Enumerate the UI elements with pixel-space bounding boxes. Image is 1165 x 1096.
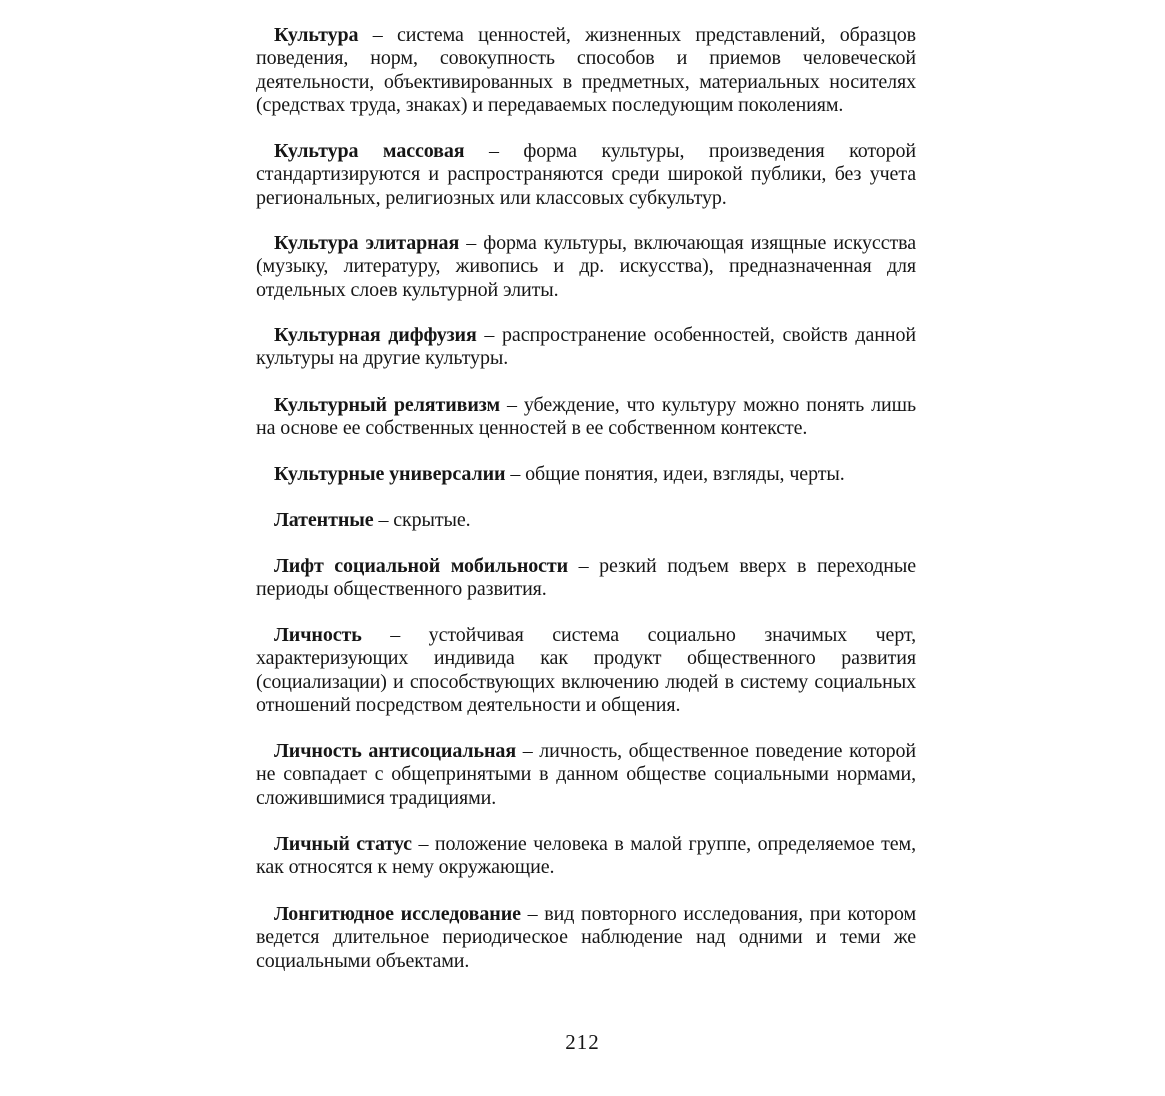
glossary-entry: [256, 24, 916, 117]
entry-definition: – убеждение, что культуру можно понять лишь на основе ее собственных ценностей в ее собственном контексте.: [256, 394, 916, 440]
entry-definition: – положение человека в малой группе, определяемое тем, как относятся к нему окружающие.: [256, 833, 916, 879]
entry-term: Личность антисоциальная: [274, 740, 517, 762]
entry-definition: – вид повторного исследования, при котором ведется длительное периодическое наблюдение над одними и теми же социальными объектами.: [256, 903, 916, 972]
glossary-entry: [256, 740, 916, 810]
glossary-entry: [256, 624, 916, 717]
entry-term: Культура массовая: [274, 140, 465, 162]
entry-definition: – резкий подъем вверх в переходные периоды общественного развития.: [256, 555, 916, 601]
entry-term: Культура элитарная: [274, 232, 460, 254]
entry-term: Культурный релятивизм: [274, 394, 500, 416]
glossary-entry: [256, 903, 916, 973]
entry-definition: – форма культуры, произведения которой стандартизируются и распространяются среди широкой публики, без учета региональных, религиозных или классовых субкультур.: [256, 140, 917, 209]
glossary-entry: [256, 833, 916, 880]
entry-term: Культурные универсалии: [274, 463, 506, 485]
entry-term: Культура: [274, 24, 359, 46]
glossary-entry: [256, 140, 916, 210]
glossary-entry: [256, 509, 916, 532]
entry-term: Личный статус: [274, 833, 412, 855]
entry-definition: – устойчивая система социально значимых черт, характеризующих индивида как продукт общественного развития (социализации) и способствующих включению людей в систему социальных отношений посредством деятельности и общения.: [256, 624, 916, 716]
entry-definition: – общие понятия, идеи, взгляды, черты.: [505, 463, 845, 485]
entry-term: Личность: [274, 624, 362, 646]
entry-definition: – система ценностей, жизненных представлений, образцов поведения, норм, совокупность способов и приемов человеческой деятельности, объективированных в предметных, материальных носителях (средствах труда, знаках) и передаваемых последующим поколениям.: [256, 24, 916, 116]
entry-term: Латентные: [274, 509, 374, 531]
entry-term: Лифт социальной мобильности: [274, 555, 569, 577]
page-number: 212: [565, 1030, 600, 1054]
entry-definition: – форма культуры, включающая изящные искусства (музыку, литературу, живопись и др. искусства), предназначенная для отдельных слоев культурной элиты.: [256, 232, 916, 301]
glossary-entry: [256, 324, 916, 371]
glossary-entry: [256, 232, 916, 302]
glossary-entry: [256, 394, 916, 441]
glossary-entry: [256, 555, 916, 602]
entry-definition: – личность, общественное поведение которой не совпадает с общепринятыми в данном обществе социальными нормами, сложившимися традициями.: [256, 740, 916, 809]
glossary-entry: [256, 463, 916, 486]
entry-definition: – скрытые.: [373, 509, 471, 531]
entry-term: Лонгитюдное исследование: [274, 903, 521, 925]
entry-definition: – распространение особенностей, свойств данной культуры на другие культуры.: [256, 324, 916, 370]
entry-term: Культурная диффузия: [274, 324, 477, 346]
